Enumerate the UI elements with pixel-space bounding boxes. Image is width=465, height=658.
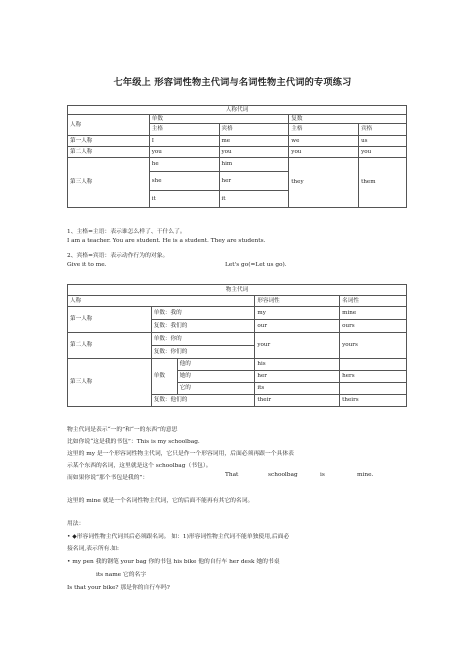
table-cell: 她的	[177, 371, 255, 383]
possessive-pronoun-table	[67, 284, 407, 407]
table-row	[68, 158, 407, 172]
note-line: 1、主格=主语：表示谁怎么样了、干什么了。	[67, 229, 186, 235]
table-cell: ours	[340, 320, 407, 333]
subject-header: 主格	[149, 124, 219, 136]
object-header: 宾格	[359, 124, 407, 136]
note-line: 这里的 mine 就是一个名词性物主代词，它的后面不能再有其它的名词。	[67, 498, 254, 504]
table-cell: us	[359, 136, 407, 147]
table-cell: our	[255, 320, 340, 333]
note-word: schoolbag	[268, 472, 298, 478]
table-cell: you	[289, 147, 359, 158]
note-line: I am a teacher. You are student. He is a student. They are students.	[67, 238, 266, 244]
table-cell: 复数：他们的	[151, 395, 255, 407]
column-header: 形容词性	[255, 296, 340, 307]
note-word: That	[225, 472, 239, 478]
table-cell: mine	[340, 307, 407, 320]
table-cell: yours	[340, 333, 407, 359]
table-cell: you	[149, 147, 219, 158]
note-line: Let's go(=Let us go).	[225, 262, 287, 268]
table-cell: their	[255, 395, 340, 407]
column-header: 人称	[68, 296, 255, 307]
note-line: Give it to me.	[67, 262, 107, 268]
table-cell: 单数：你的	[151, 333, 255, 346]
note-line: 接名词,表示所有.如:	[67, 546, 120, 552]
table-cell: 他的	[177, 359, 255, 371]
table-cell: my	[255, 307, 340, 320]
note-word: mine.	[357, 472, 374, 478]
table-cell: 它的	[177, 383, 255, 395]
table-cell: 第二人称	[68, 147, 150, 158]
note-line: 物主代词是表示“一的”和“一的东西”的意思	[67, 427, 178, 433]
table-cell: 复数：你们的	[151, 346, 255, 359]
table-row	[68, 359, 407, 371]
table-cell: hers	[340, 371, 407, 383]
note-line: 2、宾格=宾语：表示动作行为的对象。	[67, 253, 169, 259]
note-line: • my pen 我的钢笔 your bag 你的书包 his bike 他的自行车 her desk 她的书桌	[67, 559, 280, 565]
table-cell: we	[289, 136, 359, 147]
table-cell: 单数：我的	[151, 307, 255, 320]
table-caption: 人称代词	[68, 106, 407, 115]
table-cell: theirs	[340, 395, 407, 407]
table-row	[68, 147, 407, 158]
table-cell: you	[219, 147, 289, 158]
table-cell: 复数：我们的	[151, 320, 255, 333]
table-cell: 第二人称	[68, 333, 152, 359]
table-cell: them	[359, 158, 407, 208]
subject-header: 主格	[289, 124, 359, 136]
plural-header: 复数	[289, 115, 407, 124]
table-caption: 物主代词	[68, 285, 407, 296]
note-line: • ◆形容词性物主代词其后必须跟名词。 如：1)形容词性物主代词不能单独使用,后面必	[67, 534, 290, 540]
note-line: 而如果你说“那个书包是我的”：	[67, 475, 149, 481]
table-cell: it	[219, 191, 289, 208]
table-cell: they	[289, 158, 359, 208]
note-line: its name 它的名字	[96, 572, 147, 578]
table-cell: 第一人称	[68, 307, 152, 333]
table-cell: 单数	[151, 359, 177, 395]
page-title: 七年级上 形容词性物主代词与名词性物主代词的专项练习	[113, 77, 352, 88]
table-cell: his	[255, 359, 340, 371]
personal-pronoun-table	[67, 105, 407, 208]
table-cell: 第一人称	[68, 136, 150, 147]
table-cell: her	[255, 371, 340, 383]
table-cell	[340, 383, 407, 395]
note-word: is	[320, 472, 325, 478]
table-cell	[340, 359, 407, 371]
table-cell: her	[219, 172, 289, 191]
table-cell: 第三人称	[68, 359, 152, 407]
note-line: 示某个东西的名词，这里就是这个 schoolbag（书包）。	[67, 463, 212, 469]
table-cell: your	[255, 333, 340, 359]
row-header: 人称	[68, 115, 150, 136]
note-line: 用法：	[67, 521, 85, 527]
note-line: 比如你说“这是我的书包”：This is my schoolbag.	[67, 439, 200, 445]
table-row	[68, 307, 407, 320]
table-row	[68, 333, 407, 346]
table-cell: I	[149, 136, 219, 147]
table-cell: him	[219, 158, 289, 172]
object-header: 宾格	[219, 124, 289, 136]
table-row	[68, 136, 407, 147]
table-cell: he	[149, 158, 219, 172]
note-line: 这里的 my 是一个形容词性物主代词，它只是作一个形容词用，后面必须再跟一个具体表	[67, 451, 294, 457]
table-cell: 第三人称	[68, 158, 150, 208]
table-cell: it	[149, 191, 219, 208]
table-cell: she	[149, 172, 219, 191]
table-cell: me	[219, 136, 289, 147]
table-cell: you	[359, 147, 407, 158]
column-header: 名词性	[340, 296, 407, 307]
table-cell: its	[255, 383, 340, 395]
singular-header: 单数	[149, 115, 289, 124]
note-line: Is that your bike? 那是你的自行车吗?	[67, 585, 170, 591]
